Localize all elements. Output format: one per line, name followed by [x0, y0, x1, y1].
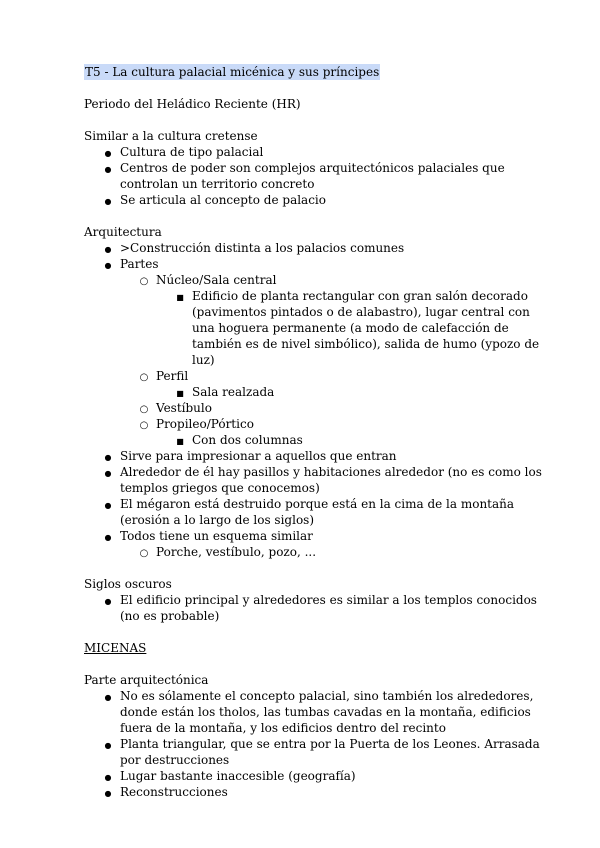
- list-item: ○ Núcleo/Sala central ■ Edificio de planta rectangular con gran salón decorado (pavimentos pintados o de alabastro), lugar central con una hoguera permanente (a modo de calefacción de también es de nivel simbólico), salida de humo (ypozo de luz): [120, 272, 544, 368]
- bullet-disc-icon: [102, 528, 114, 546]
- bullet-disc-icon: [102, 256, 114, 274]
- bullet-square-icon: [174, 288, 186, 306]
- bullet-disc-icon: [102, 688, 114, 706]
- bullet-circle-icon: [138, 368, 150, 386]
- micenas-list: [84, 688, 544, 800]
- list-item: ● Reconstrucciones: [84, 784, 544, 800]
- bullet-disc-icon: [102, 192, 114, 210]
- bullet-disc-icon: [102, 496, 114, 514]
- arquitectura-heading: Arquitectura: [84, 225, 162, 239]
- list-item: ● Sirve para impresionar a aquellos que entran: [84, 448, 544, 464]
- list-item: ● Cultura de tipo palacial: [84, 144, 544, 160]
- list-item: ● Partes ○ Núcleo/Sala central ■ Edificio de planta rectangular con gran salón decorado (pavimentos pintados o de alabastro), lugar central con una hoguera permanente (a modo de calefacción de también es de nivel simbólico), salida de humo (ypozo de luz) ○ Perfil ■ Sala realzada ○ Vestíbulo ○ Propileo/Pórtico ■ Con dos columnas: [84, 256, 544, 448]
- list-item: ● Lugar bastante inaccesible (geografía): [84, 768, 544, 784]
- micenas-heading: MICENAS: [84, 641, 147, 655]
- list-item: ■ Edificio de planta rectangular con gran salón decorado (pavimentos pintados o de alabastro), lugar central con una hoguera permanente (a modo de calefacción de también es de nivel simbólico), salida de humo (ypozo de luz): [156, 288, 544, 368]
- list-item: ● El mégaron está destruido porque está en la cima de la montaña (erosión a lo largo de los siglos): [84, 496, 544, 528]
- similar-list: [84, 144, 544, 208]
- list-item: ● >Construcción distinta a los palacios comunes: [84, 240, 544, 256]
- bullet-disc-icon: [102, 784, 114, 802]
- bullet-disc-icon: [102, 736, 114, 754]
- siglos-heading: Siglos oscuros: [84, 577, 172, 591]
- siglos-list: [84, 592, 544, 624]
- list-item: ● Todos tiene un esquema similar ○ Porche, vestíbulo, pozo, ...: [84, 528, 544, 560]
- periodo-text: Periodo del Heládico Reciente (HR): [84, 97, 301, 111]
- list-item: ● El edificio principal y alrededores es similar a los templos conocidos (no es probable): [84, 592, 544, 624]
- list-item: ■ Sala realzada: [156, 384, 544, 400]
- partes-sublist: [120, 272, 544, 448]
- document-title: T5 - La cultura palacial micénica y sus príncipes: [85, 65, 380, 79]
- list-item: ○ Propileo/Pórtico ■ Con dos columnas: [120, 416, 544, 448]
- arquitectura-list: [84, 240, 544, 560]
- bullet-circle-icon: [138, 416, 150, 434]
- list-item: ○ Porche, vestíbulo, pozo, ...: [120, 544, 544, 560]
- bullet-disc-icon: [102, 464, 114, 482]
- list-item: ● Se articula al concepto de palacio: [84, 192, 544, 208]
- list-item: ○ Perfil ■ Sala realzada: [120, 368, 544, 400]
- list-item: ■ Con dos columnas: [156, 432, 544, 448]
- bullet-circle-icon: [138, 272, 150, 290]
- bullet-disc-icon: [102, 592, 114, 610]
- list-item: ● No es sólamente el concepto palacial, sino también los alrededores, donde están los tholos, las tumbas cavadas en la montaña, edificios fuera de la montaña, y los edificios dentro del recinto: [84, 688, 544, 736]
- similar-heading: Similar a la cultura cretense: [84, 129, 258, 143]
- bullet-circle-icon: [138, 544, 150, 562]
- list-item: ● Centros de poder son complejos arquitectónicos palaciales que controlan un territorio concreto: [84, 160, 544, 192]
- list-item: ○ Vestíbulo: [120, 400, 544, 416]
- bullet-disc-icon: [102, 160, 114, 178]
- list-item: ● Alrededor de él hay pasillos y habitaciones alrededor (no es como los templos griegos que conocemos): [84, 464, 544, 496]
- document-page: [84, 64, 544, 800]
- micenas-subheading: Parte arquitectónica: [84, 673, 209, 687]
- list-item: ● Planta triangular, que se entra por la Puerta de los Leones. Arrasada por destrucciones: [84, 736, 544, 768]
